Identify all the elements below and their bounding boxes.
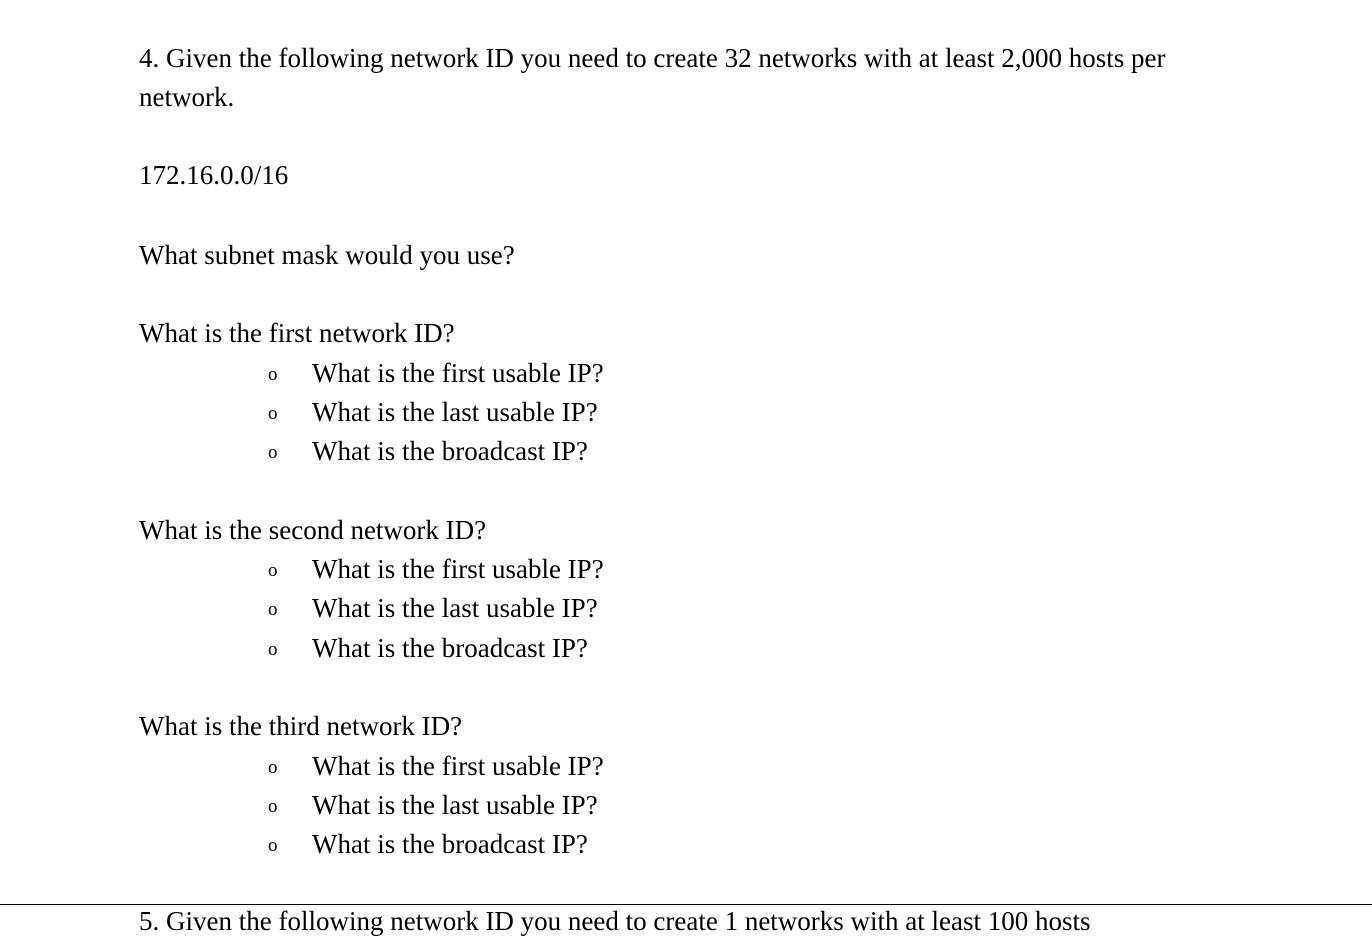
next-question-partial: 5. Given the following network ID you need to create 1 networks with at least 100 hosts (139, 906, 1091, 936)
bullet-icon: o (268, 757, 278, 778)
list-item-text: What is the first usable IP? (312, 751, 604, 781)
bullet-icon: o (268, 560, 278, 581)
question-text-line-2: network. (139, 82, 235, 112)
list-item-text: What is the first usable IP? (312, 358, 604, 388)
bullet-icon: o (268, 599, 278, 620)
first-network-heading: What is the first network ID? (139, 318, 455, 348)
network-id: 172.16.0.0/16 (139, 160, 289, 190)
list-item-text: What is the first usable IP? (312, 554, 604, 584)
list-item-text: What is the broadcast IP? (312, 633, 588, 663)
third-network-heading: What is the third network ID? (139, 711, 463, 741)
bullet-icon: o (268, 403, 278, 424)
list-item-text: What is the last usable IP? (312, 397, 598, 427)
bullet-icon: o (268, 364, 278, 385)
bullet-icon: o (268, 796, 278, 817)
bullet-icon: o (268, 639, 278, 660)
second-network-heading: What is the second network ID? (139, 515, 487, 545)
list-item-text: What is the broadcast IP? (312, 829, 588, 859)
bullet-icon: o (268, 442, 278, 463)
question-text-line-1: 4. Given the following network ID you need to create 32 networks with at least 2,000 hosts per (139, 43, 1166, 73)
list-item-text: What is the last usable IP? (312, 593, 598, 623)
list-item-text: What is the last usable IP? (312, 790, 598, 820)
list-item-text: What is the broadcast IP? (312, 436, 588, 466)
bullet-icon: o (268, 835, 278, 856)
page-divider (0, 904, 1372, 905)
subnet-mask-question: What subnet mask would you use? (139, 240, 515, 270)
